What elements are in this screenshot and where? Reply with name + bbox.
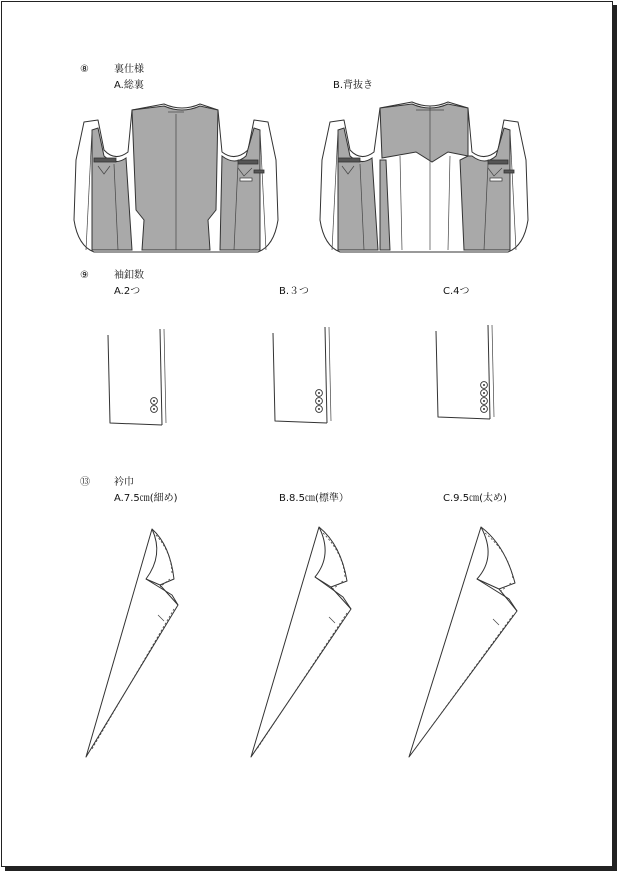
sleeve-button-hole [483, 384, 485, 386]
sleeve-button-hole [483, 400, 485, 402]
sleeve-illustration [265, 325, 345, 435]
sleeve-illustration [430, 325, 510, 435]
sleeve-button-hole [483, 408, 485, 410]
full-lining-jacket-illustration [70, 100, 290, 260]
sleeve-button-hole [153, 400, 155, 402]
option-label: A.総裏 [114, 80, 144, 91]
option-label: A.7.5㎝(細め) [114, 493, 178, 504]
section-title: 袖釦数 [114, 270, 144, 281]
lapel-illustration [245, 525, 355, 760]
option-label: C.9.5㎝(太め) [443, 493, 507, 504]
option-label: B.背抜き [333, 80, 374, 91]
sleeve-button-hole [153, 408, 155, 410]
sleeve-button-hole [483, 392, 485, 394]
sleeve-button-hole [318, 408, 320, 410]
option-label: B.３つ [279, 286, 310, 297]
lapel-illustration [80, 525, 190, 760]
sleeve-button-hole [318, 392, 320, 394]
half-lining-jacket-illustration [320, 100, 540, 260]
section-title: 衿巾 [114, 477, 134, 488]
option-label: C.4つ [443, 286, 470, 297]
section-number: ⑧ [80, 64, 89, 75]
section-title: 裏仕様 [114, 64, 144, 75]
lapel-illustration [405, 525, 520, 760]
section-number: ⑨ [80, 270, 89, 281]
option-label: B.8.5㎝(標準） [279, 493, 349, 504]
sleeve-button-hole [318, 400, 320, 402]
section-number: ⑬ [80, 477, 90, 488]
option-label: A.2つ [114, 286, 141, 297]
sleeve-illustration [100, 325, 180, 435]
